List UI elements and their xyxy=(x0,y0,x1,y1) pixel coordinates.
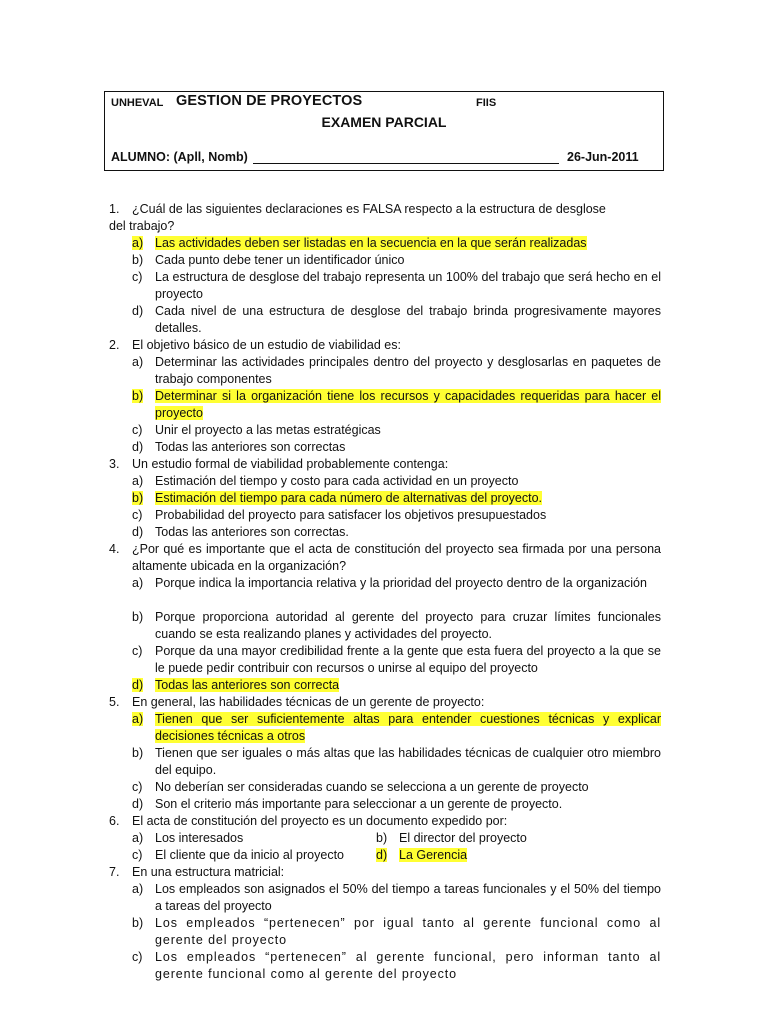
highlighted-answer: Tienen que ser suficientemente altas para entender cuestiones técnicas y explicar decisiones técnicas a otros xyxy=(155,712,661,743)
option-7a xyxy=(109,881,661,915)
option-text: Cada nivel de una estructura de desglose del trabajo brinda progresivamente mayores detalles. xyxy=(155,304,661,335)
question-text: ¿Por qué es importante que el acta de constitución del proyecto sea firmada por una persona altamente ubicada en la organización? xyxy=(132,542,661,573)
option-letter: c) xyxy=(132,423,143,437)
option-3c xyxy=(109,507,661,524)
option-5d xyxy=(109,796,661,813)
student-name-line xyxy=(253,163,559,164)
question-text: El acta de constitución del proyecto es un documento expedido por: xyxy=(132,814,508,828)
course-title: GESTION DE PROYECTOS xyxy=(176,93,363,109)
option-text xyxy=(155,388,661,422)
option-letter: c) xyxy=(132,270,143,284)
option-2c xyxy=(109,422,661,439)
option-letter: a) xyxy=(132,576,144,590)
option-2d xyxy=(109,439,661,456)
option-letter xyxy=(132,677,143,694)
option-text: Porque da una mayor credibilidad frente a la gente que esta fuera del proyecto a la que se le puede pedir contribuir con recursos o unirse al equipo del proyecto xyxy=(155,644,661,675)
question-1 xyxy=(109,201,661,218)
option-text: Probabilidad del proyecto para satisfacer los objetivos presupuestados xyxy=(155,508,547,522)
option-letter: c) xyxy=(132,644,143,658)
option-letter: b) xyxy=(132,253,144,267)
option-text: Porque indica la importancia relativa y la prioridad del proyecto dentro de la organización xyxy=(155,576,647,590)
highlighted-answer: Determinar si la organización tiene los recursos y capacidades requeridas para hacer el proyecto xyxy=(155,389,661,420)
option-3b xyxy=(109,490,661,507)
option-4a xyxy=(109,575,661,609)
option-letter: c) xyxy=(132,508,143,522)
option-1b xyxy=(109,252,661,269)
highlighted-answer: Estimación del tiempo para cada número de alternativas del proyecto. xyxy=(155,491,543,505)
option-3d xyxy=(109,524,661,541)
student-label: ALUMNO: (Apll, Nomb) xyxy=(111,150,248,164)
option-text: Los interesados xyxy=(155,831,244,845)
option-5a xyxy=(109,711,661,745)
question-3 xyxy=(109,456,661,473)
highlighted-answer: Las actividades deben ser listadas en la secuencia en la que serán realizadas xyxy=(155,236,587,250)
option-letter xyxy=(376,847,387,864)
option-text: Son el criterio más importante para seleccionar a un gerente de proyecto. xyxy=(155,797,563,811)
highlighted-answer: d) xyxy=(132,678,144,692)
option-7c xyxy=(109,949,661,983)
option-text: Los empleados “pertenecen” al gerente funcional, pero informan tanto al gerente funcional como al gerente del proyecto xyxy=(155,950,661,981)
question-number: 7. xyxy=(109,865,120,879)
question-5 xyxy=(109,694,661,711)
option-letter: d) xyxy=(132,797,144,811)
option-row-6cd xyxy=(109,847,661,864)
exam-title: EXAMEN PARCIAL xyxy=(321,114,447,130)
option-text: Todas las anteriores son correctas. xyxy=(155,525,349,539)
highlighted-answer: Todas las anteriores son correcta xyxy=(155,678,340,692)
highlighted-answer: b) xyxy=(132,389,144,403)
question-text: ¿Cuál de las siguientes declaraciones es FALSA respecto a la estructura de desglose xyxy=(132,202,606,216)
question-text: Un estudio formal de viabilidad probablemente contenga: xyxy=(132,457,449,471)
question-7 xyxy=(109,864,661,881)
option-letter: c) xyxy=(132,950,143,964)
highlighted-answer: d) xyxy=(376,848,388,862)
option-letter: b) xyxy=(132,746,144,760)
option-text: El director del proyecto xyxy=(399,831,527,845)
question-number: 2. xyxy=(109,338,120,352)
option-letter: b) xyxy=(132,916,144,930)
question-1-continued xyxy=(109,218,661,235)
option-text: Estimación del tiempo y costo para cada actividad en un proyecto xyxy=(155,474,519,488)
option-letter: a) xyxy=(132,831,144,845)
highlighted-answer: b) xyxy=(132,491,144,505)
option-letter: a) xyxy=(132,882,144,896)
highlighted-answer: a) xyxy=(132,712,144,726)
option-letter: c) xyxy=(132,780,143,794)
option-1a xyxy=(109,235,661,252)
question-2 xyxy=(109,337,661,354)
option-4c xyxy=(109,643,661,677)
question-text: En una estructura matricial: xyxy=(132,865,285,879)
option-text xyxy=(155,235,661,252)
option-letter: a) xyxy=(132,474,144,488)
option-text xyxy=(155,490,661,507)
question-4 xyxy=(109,541,661,575)
question-number: 5. xyxy=(109,695,120,709)
option-text: Unir el proyecto a las metas estratégicas xyxy=(155,423,381,437)
option-text: Cada punto debe tener un identificador único xyxy=(155,253,405,267)
option-7b xyxy=(109,915,661,949)
option-4b xyxy=(109,609,661,643)
question-number: 6. xyxy=(109,814,120,828)
option-text: Todas las anteriores son correctas xyxy=(155,440,346,454)
option-letter xyxy=(132,711,143,728)
option-5b xyxy=(109,745,661,779)
option-letter xyxy=(132,388,143,405)
option-3a xyxy=(109,473,661,490)
option-row-6ab xyxy=(109,830,661,847)
highlighted-answer: a) xyxy=(132,236,144,250)
option-text xyxy=(155,711,661,745)
option-text: La estructura de desglose del trabajo representa un 100% del trabajo que será hecho en el proyecto xyxy=(155,270,661,301)
option-text xyxy=(155,677,661,694)
option-letter: d) xyxy=(132,525,144,539)
option-letter xyxy=(132,235,143,252)
option-letter: a) xyxy=(132,355,144,369)
option-text: El cliente que da inicio al proyecto xyxy=(155,848,345,862)
question-text: El objetivo básico de un estudio de viabilidad es: xyxy=(132,338,401,352)
option-letter xyxy=(132,490,143,507)
option-text: Determinar las actividades principales dentro del proyecto y desglosarlas en paquetes de trabajo componentes xyxy=(155,355,661,386)
option-4d xyxy=(109,677,661,694)
question-6 xyxy=(109,813,661,830)
question-number: 3. xyxy=(109,457,120,471)
option-text: Los empleados “pertenecen” por igual tanto al gerente funcional como al gerente del proyecto xyxy=(155,916,661,947)
exam-header-box xyxy=(104,91,664,171)
option-text: Porque proporciona autoridad al gerente del proyecto para cruzar límites funcionales cuando se esta realizando planes y actividades del proyecto. xyxy=(155,610,661,641)
faculty-name: FIIS xyxy=(476,97,497,109)
option-text: Tienen que ser iguales o más altas que las habilidades técnicas de cualquier otro miembro del equipo. xyxy=(155,746,661,777)
option-letter: c) xyxy=(132,848,143,862)
question-number: 1. xyxy=(109,202,120,216)
question-list xyxy=(109,201,661,983)
option-text: Los empleados son asignados el 50% del tiempo a tareas funcionales y el 50% del tiempo a tareas del proyecto xyxy=(155,882,661,913)
option-1d xyxy=(109,303,661,337)
option-5c xyxy=(109,779,661,796)
option-1c xyxy=(109,269,661,303)
option-letter: d) xyxy=(132,440,144,454)
question-text-continued: del trabajo? xyxy=(109,219,175,233)
option-text xyxy=(399,847,467,864)
exam-date: 26-Jun-2011 xyxy=(567,150,639,164)
option-2b xyxy=(109,388,661,422)
university-name: UNHEVAL xyxy=(111,97,164,109)
option-text: No deberían ser consideradas cuando se selecciona a un gerente de proyecto xyxy=(155,780,589,794)
highlighted-answer: La Gerencia xyxy=(399,848,468,862)
option-2a xyxy=(109,354,661,388)
question-number: 4. xyxy=(109,542,120,556)
option-letter: b) xyxy=(376,831,388,845)
question-text: En general, las habilidades técnicas de un gerente de proyecto: xyxy=(132,695,485,709)
option-letter: b) xyxy=(132,610,144,624)
option-letter: d) xyxy=(132,304,144,318)
